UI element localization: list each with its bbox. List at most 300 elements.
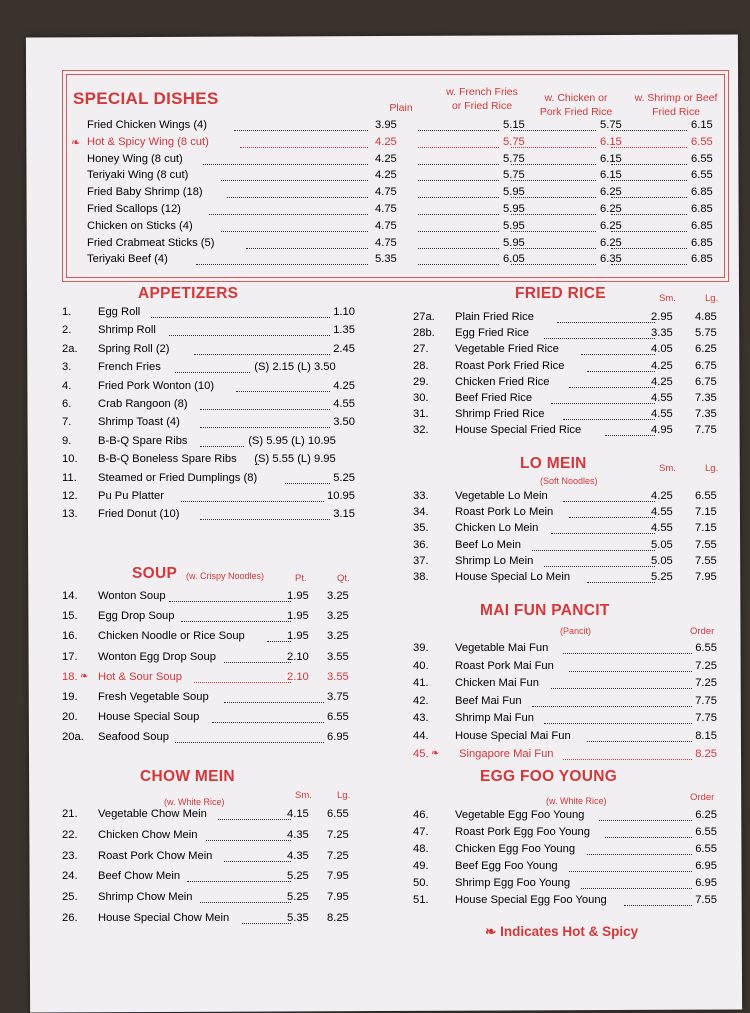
leader-dots	[563, 491, 655, 502]
special-item-price: 6.25	[600, 203, 622, 215]
item-number: 11.	[62, 471, 77, 484]
special-item-price: 4.75	[375, 203, 397, 215]
item-name: Vegetable Lo Mein	[455, 490, 548, 502]
special-item-price: 4.75	[375, 236, 397, 249]
item-name: Vegetable Fried Rice	[455, 343, 559, 356]
item-number: 29.	[413, 375, 429, 388]
item-price-large: 7.75	[695, 424, 717, 437]
leader-dots	[511, 204, 596, 215]
item-number: 26.	[62, 912, 78, 924]
item-name: Shrimp Toast (4)	[98, 416, 180, 429]
special-dishes-title: SPECIAL DISHES	[73, 89, 219, 108]
leader-dots	[169, 591, 291, 602]
leader-dots	[569, 661, 692, 672]
special-item-price: 5.15	[503, 119, 525, 131]
item-number: 22.	[62, 828, 78, 841]
leader-dots	[200, 417, 331, 428]
special-item-price: 5.75	[503, 135, 525, 148]
item-number: 19.	[62, 691, 78, 703]
column-header: Lg.	[705, 463, 719, 474]
item-price-large: 7.35	[695, 408, 717, 421]
item-name: Pu Pu Platter	[98, 490, 164, 502]
special-item-name: Fried Scallops (12)	[87, 203, 181, 215]
item-name: Fried Donut (10)	[98, 508, 180, 521]
leader-dots	[418, 137, 499, 148]
special-item-price: 5.35	[375, 253, 397, 266]
leader-dots	[551, 523, 656, 534]
item-number: 10.	[62, 453, 78, 466]
leader-dots	[511, 254, 596, 265]
special-item-price: 5.95	[503, 236, 525, 249]
item-number: 37.	[413, 554, 429, 567]
item-price-small: 4.35	[287, 828, 309, 841]
item-number: 33.	[413, 490, 429, 502]
section-title: SOUP	[132, 565, 178, 582]
item-price-small: 5.25	[651, 571, 673, 583]
item-price: (S) 2.15 (L) 3.50	[254, 361, 336, 374]
item-number: 48.	[413, 843, 429, 855]
item-price-large: 6.75	[695, 359, 717, 372]
item-name: Roast Pork Egg Foo Young	[455, 826, 590, 838]
special-dishes-box	[62, 70, 729, 282]
item-name: Beef Lo Mein	[455, 538, 521, 551]
item-price: 10.95	[327, 490, 355, 502]
column-header: Order	[690, 626, 715, 637]
leader-dots	[200, 436, 245, 447]
special-item-price: 6.15	[691, 119, 713, 131]
leader-dots	[200, 399, 331, 410]
leader-dots	[599, 810, 692, 821]
special-item-name: Honey Wing (8 cut)	[87, 152, 183, 165]
item-name: Chicken Lo Mein	[455, 522, 539, 535]
item-name: Chicken Noodle or Rice Soup	[98, 630, 245, 643]
item-name: Roast Pork Mai Fun	[455, 659, 554, 672]
leader-dots	[611, 170, 687, 181]
special-item-price: 6.25	[600, 186, 622, 199]
item-price-large: 7.55	[695, 554, 717, 567]
pepper-icon: ❧	[431, 747, 440, 759]
leader-dots	[611, 154, 687, 165]
item-price: 1.10	[333, 306, 355, 318]
section-subtitle: (Soft Noodles)	[540, 476, 598, 486]
item-number: 32.	[413, 424, 429, 437]
item-price-large: 6.25	[695, 343, 717, 356]
item-number: 23.	[62, 849, 78, 862]
item-price-large: 7.15	[695, 506, 717, 519]
item-price-small: 3.35	[651, 327, 673, 340]
pepper-icon: ❧	[485, 924, 497, 939]
special-item-price: 5.95	[503, 203, 525, 215]
leader-dots	[624, 895, 693, 906]
item-price-small: 4.55	[651, 506, 673, 519]
item-name: Roast Pork Fried Rice	[455, 359, 565, 372]
leader-dots	[212, 712, 324, 723]
item-price: 6.95	[695, 860, 717, 872]
leader-dots	[209, 204, 368, 215]
item-name: Steamed or Fried Dumplings (8)	[98, 471, 258, 484]
item-price: 3.50	[333, 416, 355, 429]
column-header: Qt.	[337, 573, 350, 584]
leader-dots	[240, 137, 368, 148]
item-price-large: 7.25	[327, 849, 349, 862]
item-price: 6.55	[327, 711, 349, 724]
item-number: 21.	[62, 808, 78, 820]
item-name: Shrimp Fried Rice	[455, 408, 545, 421]
leader-dots	[196, 254, 368, 265]
leader-dots	[224, 692, 324, 703]
special-item-price: 6.15	[600, 152, 622, 165]
special-item-name: Fried Baby Shrimp (18)	[87, 186, 203, 199]
item-price: 7.25	[695, 677, 717, 690]
leader-dots	[203, 154, 368, 165]
item-number: 9.	[62, 434, 72, 447]
item-name: Hot & Sour Soup	[98, 670, 182, 683]
leader-dots	[187, 871, 291, 882]
item-name: Beef Mai Fun	[455, 694, 522, 707]
special-item-price: 5.95	[503, 219, 525, 232]
leader-dots	[587, 844, 692, 855]
special-item-price: 4.75	[375, 186, 397, 199]
item-price-small: 1.95	[287, 610, 309, 623]
column-header: Lg.	[705, 293, 719, 304]
item-price-small: 4.25	[651, 490, 673, 502]
item-number: 38.	[413, 571, 429, 583]
leader-dots	[511, 120, 596, 131]
column-header: Lg.	[337, 790, 351, 801]
item-name: Chicken Chow Mein	[98, 828, 198, 841]
item-name: Plain Fried Rice	[455, 311, 534, 323]
item-price-large: 7.95	[327, 870, 349, 883]
leader-dots	[581, 344, 655, 355]
leader-dots	[551, 393, 656, 404]
leader-dots	[511, 187, 596, 198]
section-subtitle: (w. White Rice)	[546, 796, 607, 806]
item-price: 2.45	[333, 342, 355, 355]
item-price: 4.55	[333, 398, 355, 410]
item-price-large: 7.55	[695, 538, 717, 551]
item-price-large: 5.75	[695, 327, 717, 340]
item-name: Seafood Soup	[98, 731, 169, 744]
special-item-price: 6.85	[691, 219, 713, 232]
leader-dots	[605, 425, 655, 436]
item-number: 47.	[413, 826, 429, 838]
leader-dots	[611, 254, 687, 265]
special-item-price: 4.25	[375, 169, 397, 182]
item-name: House Special Egg Foo Young	[455, 894, 607, 906]
item-name: Beef Fried Rice	[455, 392, 533, 404]
special-item-price: 4.75	[375, 219, 397, 232]
item-number: 28b.	[413, 327, 435, 340]
item-number: 17.	[62, 650, 78, 663]
leader-dots	[511, 170, 596, 181]
leader-dots	[221, 170, 368, 181]
leader-dots	[175, 732, 324, 743]
item-number: 50.	[413, 877, 429, 889]
column-header: Pt.	[295, 573, 307, 584]
special-item-price: 6.15	[600, 135, 622, 148]
special-item-name: Teriyaki Beef (4)	[87, 253, 168, 266]
section-title: CHOW MEIN	[140, 768, 235, 785]
item-name: Wonton Egg Drop Soup	[98, 650, 216, 663]
item-price-small: 4.55	[651, 392, 673, 404]
item-price-large: 3.55	[327, 650, 349, 663]
item-price: 7.75	[695, 694, 717, 707]
item-name: House Special Chow Mein	[98, 912, 230, 924]
column-header: Sm.	[295, 790, 312, 801]
leader-dots	[532, 696, 692, 707]
special-item-price: 6.05	[503, 253, 525, 266]
special-item-name: Fried Crabmeat Sticks (5)	[87, 236, 215, 249]
item-price-large: 7.25	[327, 828, 349, 841]
item-number: 25.	[62, 891, 78, 904]
leader-dots	[511, 154, 596, 165]
item-name: Beef Egg Foo Young	[455, 860, 558, 872]
item-number: 30.	[413, 392, 429, 404]
item-price-small: 4.95	[651, 424, 673, 437]
special-header-plain: Plain	[389, 102, 413, 114]
item-number: 27.	[413, 343, 429, 356]
leader-dots	[227, 187, 368, 198]
item-name: Shrimp Chow Mein	[98, 891, 193, 904]
item-price-small: 4.25	[651, 375, 673, 388]
leader-dots	[611, 187, 687, 198]
leader-dots	[611, 120, 687, 131]
item-name: Wonton Soup	[98, 590, 166, 602]
leader-dots	[418, 187, 499, 198]
leader-dots	[563, 643, 693, 654]
item-price-large: 8.25	[327, 912, 349, 924]
special-item-price: 3.95	[375, 119, 397, 131]
leader-dots	[569, 507, 655, 518]
item-price-large: 3.25	[327, 630, 349, 643]
item-price-small: 4.05	[651, 343, 673, 356]
item-price-large: 3.25	[327, 610, 349, 623]
leader-dots	[418, 154, 499, 165]
item-number: 15.	[62, 610, 78, 623]
leader-dots	[246, 238, 368, 249]
section-title: EGG FOO YOUNG	[480, 768, 618, 785]
section-subtitle: (w. White Rice)	[164, 797, 225, 807]
column-header: Sm.	[659, 293, 676, 304]
leader-dots	[544, 556, 655, 567]
item-price: 6.95	[327, 731, 349, 744]
column-header: Order	[690, 792, 715, 803]
leader-dots	[418, 170, 499, 181]
item-name: Shrimp Roll	[98, 324, 156, 337]
item-price-small: 5.05	[651, 538, 673, 551]
leader-dots	[544, 713, 692, 724]
item-number: 16.	[62, 630, 78, 643]
item-price: (S) 5.95 (L) 10.95	[248, 434, 336, 447]
leader-dots	[200, 509, 331, 520]
item-price-large: 7.15	[695, 522, 717, 535]
item-name: Vegetable Chow Mein	[98, 808, 207, 820]
leader-dots	[532, 540, 655, 551]
special-item-price: 6.55	[691, 152, 713, 165]
item-number: 4.	[62, 379, 72, 392]
item-name: Chicken Egg Foo Young	[455, 843, 576, 855]
pepper-icon: ❧	[80, 670, 89, 682]
item-number: 1.	[62, 306, 72, 318]
special-item-price: 5.75	[503, 152, 525, 165]
item-name: B-B-Q Spare Ribs	[98, 434, 188, 447]
item-price-small: 4.55	[651, 408, 673, 421]
leader-dots	[569, 377, 655, 388]
item-name: Beef Chow Mein	[98, 870, 181, 883]
item-number: 44.	[413, 730, 429, 742]
item-name: Egg Drop Soup	[98, 610, 175, 623]
item-price-small: 4.25	[651, 359, 673, 372]
item-name: House Special Lo Mein	[455, 571, 571, 583]
leader-dots	[511, 238, 596, 249]
item-price-small: 5.25	[287, 891, 309, 904]
item-name: Chicken Mai Fun	[455, 677, 539, 690]
item-number: 7.	[62, 416, 72, 429]
item-price-small: 4.35	[287, 849, 309, 862]
special-item-price: 5.75	[503, 169, 525, 182]
special-item-price: 6.85	[691, 203, 713, 215]
special-header-fries: w. French Fries or Fried Rice	[446, 86, 518, 112]
item-name: B-B-Q Boneless Spare Ribs	[98, 453, 237, 466]
item-price: 8.25	[695, 747, 717, 760]
item-name: Shrimp Mai Fun	[455, 712, 534, 725]
leader-dots	[151, 307, 330, 318]
special-item-price: 6.25	[600, 219, 622, 232]
legend-text: Indicates Hot & Spicy	[500, 924, 639, 939]
leader-dots	[611, 204, 687, 215]
special-item-price: 6.85	[691, 186, 713, 199]
item-price-small: 2.95	[651, 311, 673, 323]
item-name: Chicken Fried Rice	[455, 375, 550, 388]
special-item-name: Fried Chicken Wings (4)	[87, 119, 207, 131]
leader-dots	[236, 381, 330, 392]
pepper-icon: ❧	[71, 136, 81, 149]
special-item-price: 5.95	[503, 186, 525, 199]
item-number: 34.	[413, 506, 429, 519]
item-price-large: 6.55	[695, 490, 717, 502]
item-price-large: 7.95	[695, 571, 717, 583]
item-name: Roast Pork Chow Mein	[98, 849, 213, 862]
item-price-large: 3.25	[327, 590, 349, 602]
item-number: 6.	[62, 398, 72, 410]
item-number: 14.	[62, 590, 78, 602]
leader-dots	[175, 362, 250, 373]
special-header-shrimp-beef: w. Shrimp or Beef Fried Rice	[634, 92, 718, 118]
item-number: 18.	[62, 670, 78, 683]
leader-dots	[181, 491, 324, 502]
item-price: 6.95	[695, 877, 717, 889]
leader-dots	[587, 731, 692, 742]
item-price: 3.75	[327, 691, 349, 703]
item-price-small: 1.95	[287, 630, 309, 643]
leader-dots	[551, 678, 693, 689]
item-price-large: 3.55	[327, 670, 349, 683]
item-price: 6.55	[695, 843, 717, 855]
item-number: 46.	[413, 809, 429, 821]
leader-dots	[181, 611, 291, 622]
item-number: 20a.	[62, 731, 84, 744]
leader-dots	[285, 473, 330, 484]
leader-dots	[544, 328, 655, 339]
leader-dots	[224, 652, 291, 663]
section-title: LO MEIN	[520, 455, 587, 472]
item-name: Crab Rangoon (8)	[98, 398, 188, 410]
special-item-price: 6.25	[600, 236, 622, 249]
leader-dots	[569, 861, 692, 872]
item-price-small: 5.35	[287, 912, 309, 924]
item-number: 36.	[413, 538, 429, 551]
column-header: Sm.	[659, 463, 676, 474]
item-number: 51.	[413, 894, 429, 906]
special-item-name: Teriyaki Wing (8 cut)	[87, 169, 189, 182]
section-title: MAI FUN PANCIT	[480, 602, 610, 619]
item-price-large: 6.75	[695, 375, 717, 388]
item-price: 6.25	[695, 809, 717, 821]
special-item-name: Hot & Spicy Wing (8 cut)	[87, 135, 209, 148]
leader-dots	[234, 120, 368, 131]
item-name: Roast Pork Lo Mein	[455, 506, 554, 519]
item-price-large: 7.35	[695, 392, 717, 404]
leader-dots	[511, 137, 596, 148]
item-number: 41.	[413, 677, 429, 690]
item-number: 3.	[62, 361, 72, 374]
item-name: Shrimp Lo Mein	[455, 554, 534, 567]
item-price-small: 4.55	[651, 522, 673, 535]
item-price-small: 1.95	[287, 590, 309, 602]
section-subtitle: (w. Crispy Noodles)	[186, 571, 265, 581]
item-price-small: 5.25	[287, 870, 309, 883]
leader-dots	[511, 221, 596, 232]
item-number: 2.	[62, 324, 72, 337]
item-price: 7.25	[695, 659, 717, 672]
item-number: 45.	[413, 747, 429, 760]
hot-spicy-legend	[485, 924, 638, 940]
item-price: 4.25	[333, 379, 355, 392]
leader-dots	[194, 344, 331, 355]
leader-dots	[563, 749, 693, 760]
leader-dots	[563, 409, 655, 420]
item-number: 20.	[62, 711, 78, 724]
special-item-price: 6.55	[691, 135, 713, 148]
item-number: 13.	[62, 508, 78, 521]
item-price-large: 6.55	[327, 808, 349, 820]
special-item-price: 6.35	[600, 253, 622, 266]
item-name: House Special Mai Fun	[455, 730, 571, 742]
item-number: 43.	[413, 712, 429, 725]
special-item-price: 6.85	[691, 236, 713, 249]
item-price: 1.35	[333, 324, 355, 337]
special-item-price: 5.75	[600, 119, 622, 131]
item-name: Fried Pork Wonton (10)	[98, 379, 215, 392]
special-item-price: 6.15	[600, 169, 622, 182]
special-header-chicken-pork: w. Chicken or Pork Fried Rice	[539, 92, 613, 118]
section-title: APPETIZERS	[138, 285, 239, 302]
special-item-price: 4.25	[375, 135, 397, 148]
special-item-price: 6.85	[691, 253, 713, 266]
section-title: FRIED RICE	[515, 285, 606, 302]
item-price-small: 5.05	[651, 554, 673, 567]
item-number: 39.	[413, 642, 429, 654]
item-price-small: 2.10	[287, 650, 309, 663]
special-item-name: Chicken on Sticks (4)	[87, 219, 193, 232]
item-name: House Special Soup	[98, 711, 200, 724]
item-price: 7.55	[695, 894, 717, 906]
item-price-large: 7.95	[327, 891, 349, 904]
leader-dots	[218, 809, 291, 820]
leader-dots	[611, 137, 687, 148]
special-item-price: 6.55	[691, 169, 713, 182]
item-price: 8.15	[695, 730, 717, 742]
